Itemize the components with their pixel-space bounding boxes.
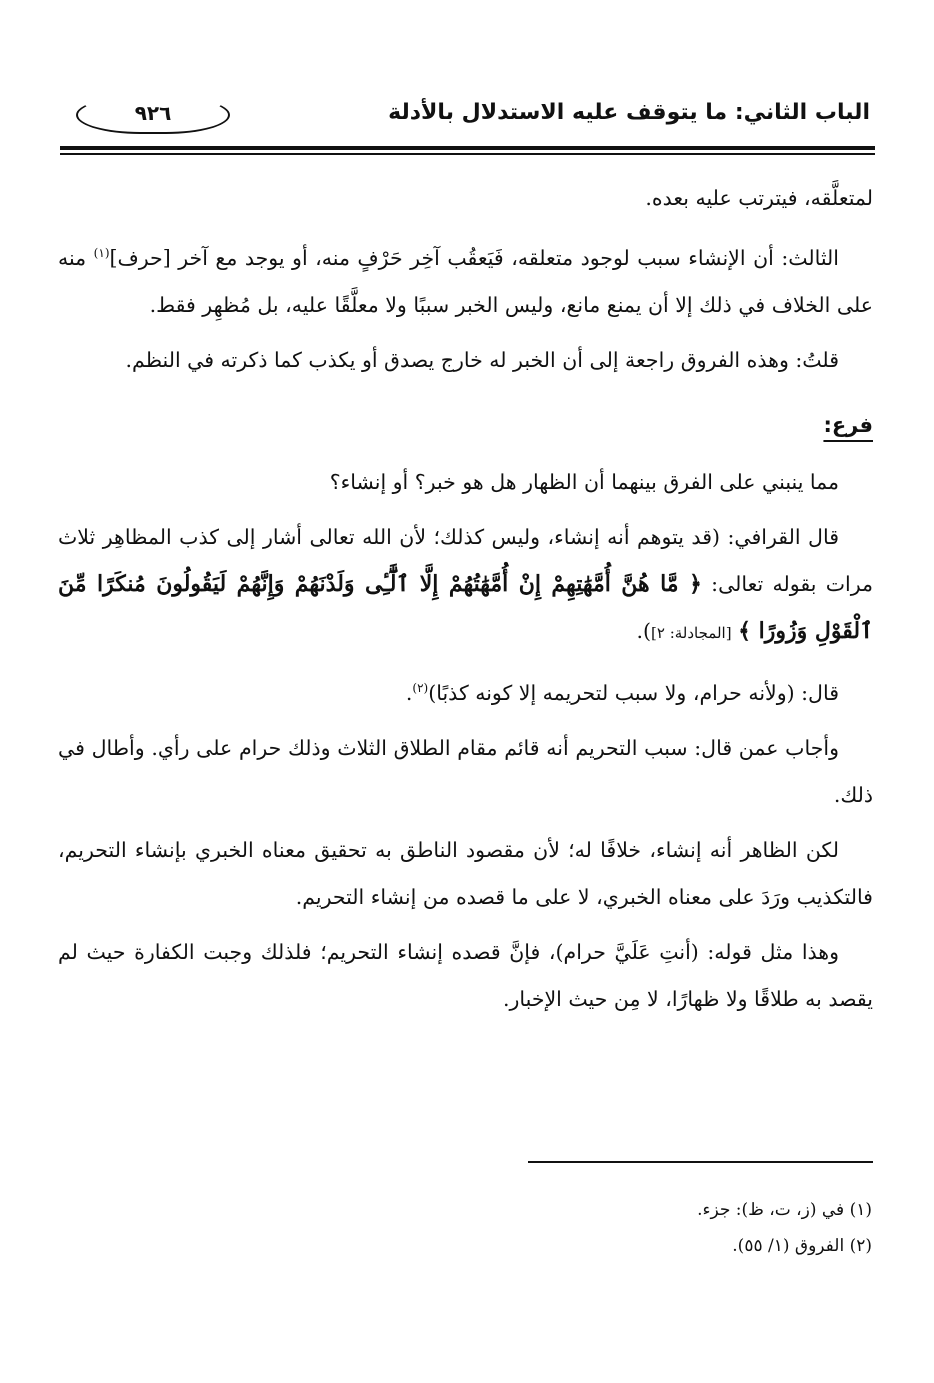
paragraph-4: مما ينبني على الفرق بينهما أن الظهار هل هو خبر؟ أو إنشاء؟ <box>329 469 839 494</box>
header-rule-thin <box>60 153 875 155</box>
body-text <box>58 175 873 1031</box>
page-number: ٩٢٦ <box>76 96 230 134</box>
running-title: الباب الثاني: ما يتوقف عليه الاستدلال بالأدلة <box>388 100 870 125</box>
paragraph-5-text: قال القرافي: (قد يتوهم أنه إنشاء، وليس كذلك؛ لأن الله تعالى أشار إلى كذب المظاهِر ثلاث مرات بقوله تعالى: <box>58 524 873 596</box>
paragraph-2 <box>58 230 873 329</box>
paragraph-2-text-a: الثالث: أن الإنشاء سبب لوجود متعلقه، فَيَعقُب آخِر حَرْفٍ منه، أو يوجد مع آخر [حرف] <box>109 245 839 270</box>
paragraph-1: لمتعلَّقه، فيترتب عليه بعده. <box>645 186 873 210</box>
footnotes <box>697 1192 872 1264</box>
paragraph-8: لكن الظاهر أنه إنشاء، خلافًا له؛ لأن مقصود الناطق به تحقيق معناه الخبري بإنشاء التحريم، فالتكذيب ورَدَ على معناه الخبري، لا على ما قصده من إنشاء التحريم. <box>58 837 873 909</box>
paragraph-6 <box>58 665 873 717</box>
paragraph-7: وأجاب عمن قال: سبب التحريم أنه قائم مقام الطلاق الثلاث وذلك حرام على رأي. وأطال في ذلك. <box>58 735 873 807</box>
paragraph-3: قلتُ: وهذه الفروق راجعة إلى أن الخبر له خارج يصدق أو يكذب كما ذكرته في النظم. <box>125 347 839 372</box>
footnote-marker-2: (٢) <box>412 680 429 695</box>
paragraph-5-end: ). <box>636 618 652 643</box>
header-rule-thick <box>60 146 875 150</box>
footnote-marker-1: (١) <box>93 246 110 260</box>
page-header <box>60 96 870 136</box>
paragraph-2-text-b: منه على الخلاف في ذلك إلا أن يمنع مانع، وليس الخبر سببًا ولا معلَّقًا عليه، بل مُظهِر فقط. <box>58 245 873 317</box>
footnote-1: (١) في (ز، ت، ظ): جزء. <box>697 1200 872 1220</box>
section-heading: فرع: <box>823 412 873 437</box>
paragraph-6-text: قال: (ولأنه حرام، ولا سبب لتحريمه إلا كونه كذبًا) <box>428 680 839 705</box>
paragraph-6-end: . <box>405 680 413 705</box>
footnote-2: (٢) الفروق (١/ ٥٥). <box>732 1236 872 1256</box>
verse-citation: [المجادلة: ٢] <box>651 623 732 642</box>
footnote-separator <box>528 1161 873 1163</box>
paragraph-9: وهذا مثل قوله: (أنتِ عَلَيَّ حرام)، فإنَّ قصده إنشاء التحريم؛ فلذلك وجبت الكفارة حيث لم يقصد به طلاقًا ولا ظهارًا، لا مِن حيث الإخبار. <box>58 939 873 1011</box>
quran-verse: ﴿ مَّا هُنَّ أُمَّهَٰتِهِمْ إِنْ أُمَّهَٰتُهُمْ إِلَّا ٱلَّٰٓـِٔى وَلَدْنَهُمْ وَإِنَّهُمْ لَيَقُولُونَ مُنكَرًا مِّنَ ٱلْقَوْلِ وَزُورًا ﴾ <box>58 570 873 644</box>
paragraph-5 <box>58 514 873 657</box>
